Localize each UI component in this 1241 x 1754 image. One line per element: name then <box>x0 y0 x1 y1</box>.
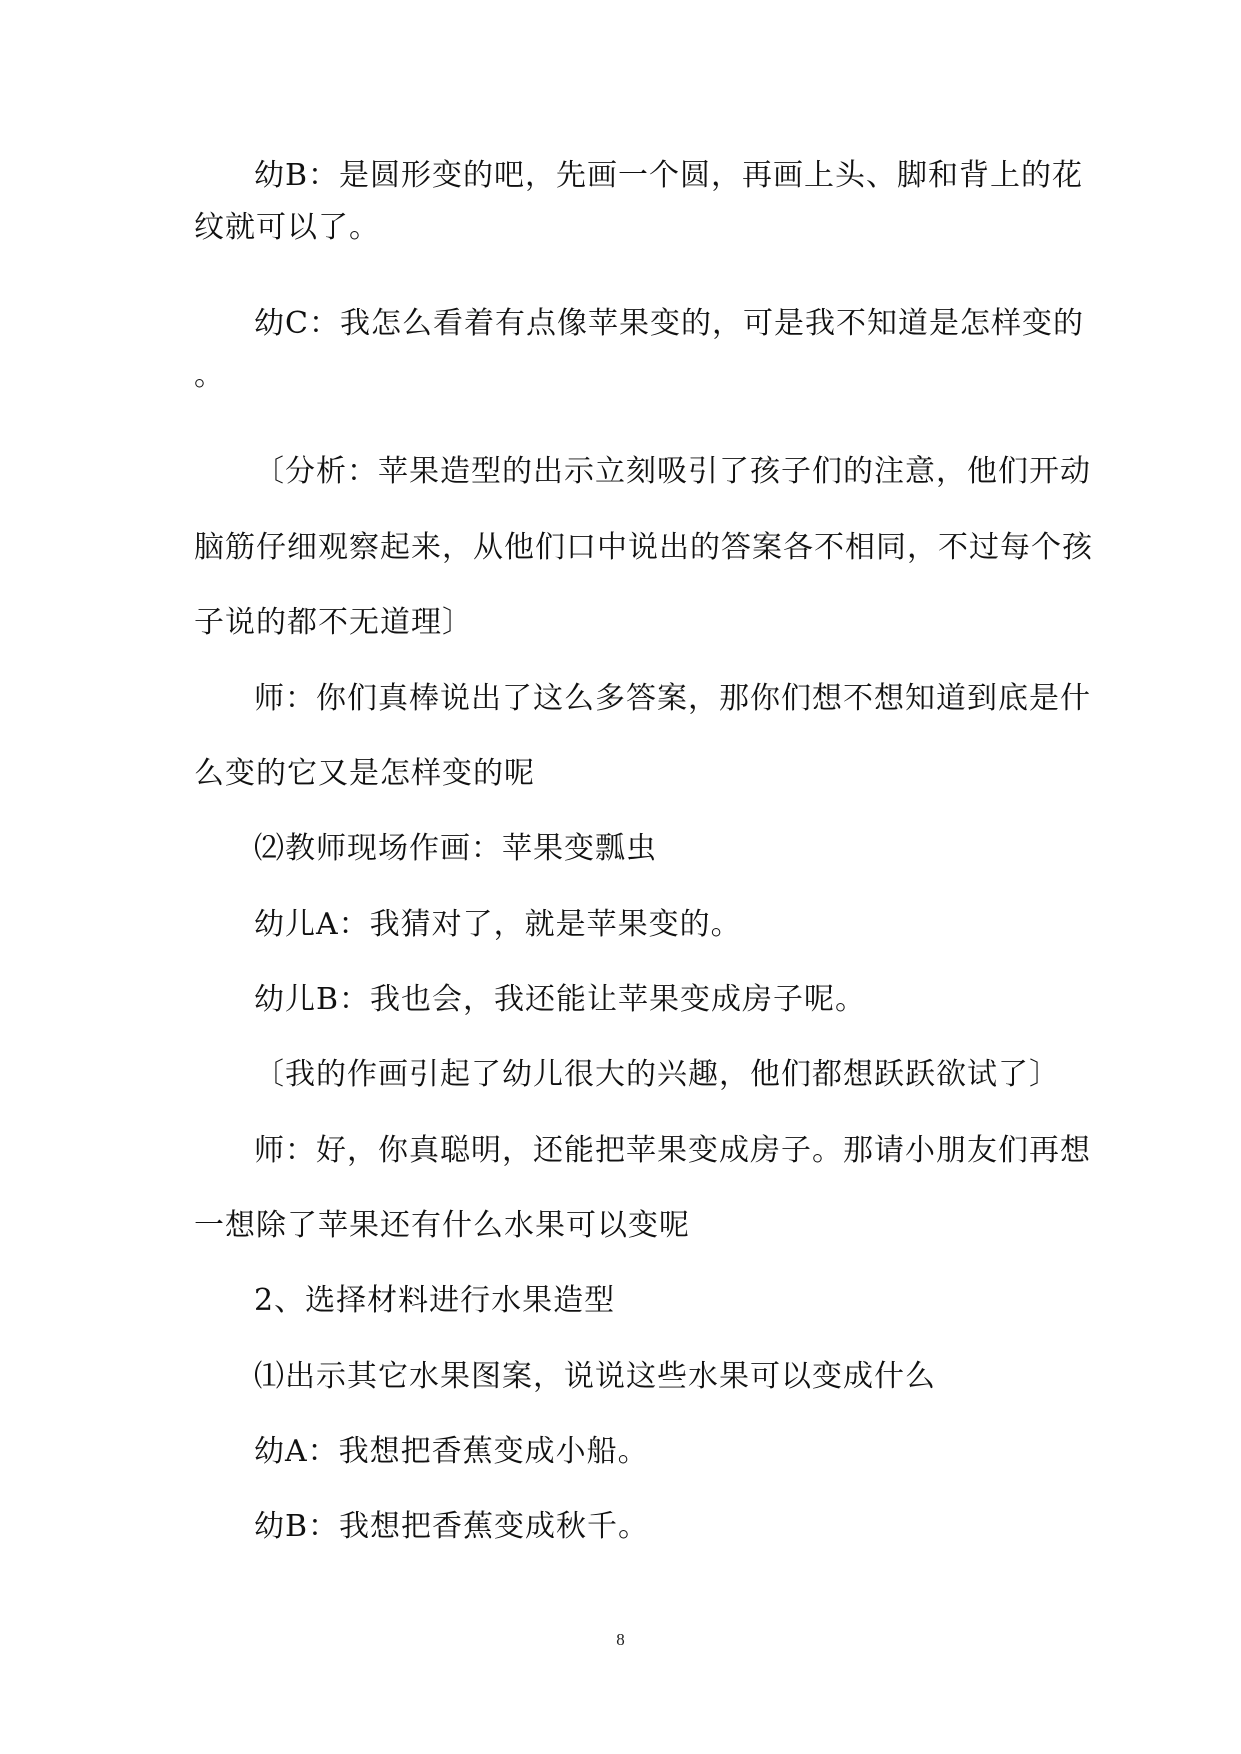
paragraph-line: 一想除了苹果还有什么水果可以变呢 <box>194 1208 690 1243</box>
paragraph-line: 〔我的作画引起了幼儿很大的兴趣，他们都想跃跃欲试了〕 <box>254 1057 1060 1092</box>
paragraph-line: 幼儿A：我猜对了，就是苹果变的。 <box>254 907 742 942</box>
paragraph-line: 师：好，你真聪明，还能把苹果变成房子。那请小朋友们再想 <box>254 1133 1091 1168</box>
paragraph-line: 幼C：我怎么看着有点像苹果变的，可是我不知道是怎样变的 <box>254 306 1084 341</box>
paragraph-line: 么变的它又是怎样变的呢 <box>194 756 535 791</box>
paragraph-line: 幼A：我想把香蕉变成小船。 <box>254 1434 649 1469</box>
paragraph-line: 幼B：我想把香蕉变成秋千。 <box>254 1509 650 1544</box>
paragraph-line: ⑴出示其它水果图案，说说这些水果可以变成什么 <box>254 1359 936 1394</box>
section-heading: 2、选择材料进行水果造型 <box>254 1283 616 1318</box>
paragraph-line: 子说的都不无道理〕 <box>194 605 473 640</box>
paragraph-line: ⑵教师现场作画：苹果变瓢虫 <box>254 831 657 866</box>
paragraph-line: 纹就可以了。 <box>194 210 380 245</box>
page-number: 8 <box>616 1630 625 1649</box>
paragraph-line: 幼儿B：我也会，我还能让苹果变成房子呢。 <box>254 982 867 1017</box>
paragraph-line: 〔分析：苹果造型的出示立刻吸引了孩子们的注意，他们开动 <box>254 454 1091 489</box>
paragraph-line: 幼B：是圆形变的吧，先画一个圆，再画上头、脚和背上的花 <box>254 158 1084 193</box>
paragraph-line: 脑筋仔细观察起来，从他们口中说出的答案各不相同，不过每个孩 <box>194 530 1093 565</box>
paragraph-line: 。 <box>194 358 225 393</box>
paragraph-line: 师：你们真棒说出了这么多答案，那你们想不想知道到底是什 <box>254 681 1091 716</box>
